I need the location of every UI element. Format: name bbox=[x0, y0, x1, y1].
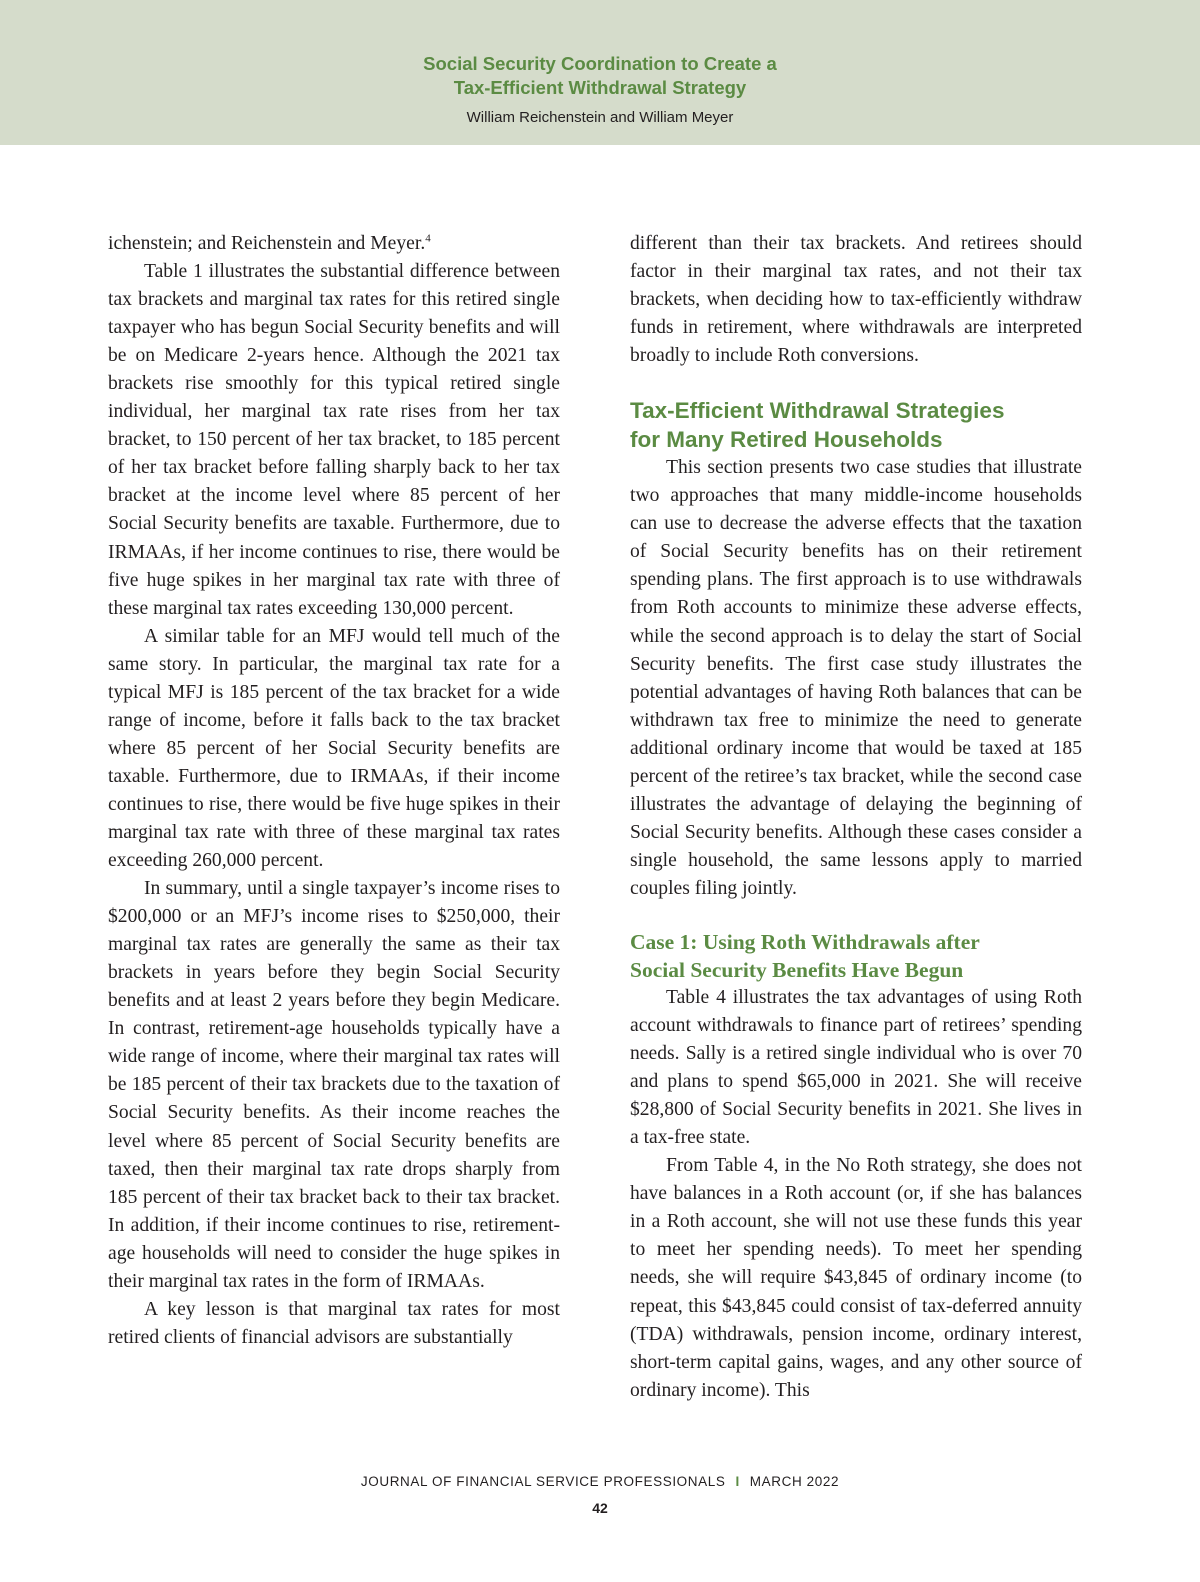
paragraph: In summary, until a single taxpayer’s income rises to $200,000 or an MFJ’s income rises to $250,000, their marginal tax rates are generally the same as their tax brackets in years before they begin Social Security benefits and at least 2 years before they begin Medicare. In contrast, retirement-age households typically have a wide range of income, where their marginal tax rates will be 185 percent of their tax brackets due to the taxation of Social Security benefits. As their income reaches the level where 85 percent of Social Security benefits are taxed, then their marginal tax rate drops sharply from 185 percent of their tax bracket back to their tax bracket. In addition, if their income continues to rise, retirement-age households will need to consider the huge spikes in their marginal tax rates in the form of IRMAAs. bbox=[108, 878, 560, 1292]
case-heading bbox=[630, 928, 1082, 984]
footnote-marker[interactable]: 4 bbox=[425, 232, 431, 245]
right-column bbox=[630, 230, 1082, 1405]
paragraph: Table 1 illustrates the substantial difference between tax brackets and marginal tax rates for this retired single taxpayer who has begun Social Security benefits and will be on Medicare 2-years hence. Although the 2021 tax brackets rise smoothly for this typical retired single individual, her marginal tax rate rises from her tax bracket, to 150 percent of her tax bracket, to 185 percent of her tax bracket before falling sharply back to her tax bracket at the income level where 85 percent of her Social Security benefits are taxable. Furthermore, due to IRMAAs, if her income continues to rise, there would be five huge spikes in her marginal tax rate with three of these marginal tax rates exceeding 130,000 percent. bbox=[108, 261, 560, 619]
paragraph bbox=[108, 230, 560, 258]
article-title-line-2: Tax-Efficient Withdrawal Strategy bbox=[453, 77, 747, 98]
case-heading-line-1: Case 1: Using Roth Withdrawals after bbox=[630, 929, 980, 954]
left-column bbox=[108, 230, 560, 1352]
page-number: 42 bbox=[592, 1500, 608, 1516]
section-heading-line-2: for Many Retired Households bbox=[630, 427, 943, 453]
journal-name: JOURNAL OF FINANCIAL SERVICE PROFESSIONALS bbox=[360, 1474, 726, 1489]
paragraph: A key lesson is that marginal tax rates for most retired clients of financial advisors are substantially bbox=[108, 1298, 560, 1348]
paragraph: different than their tax brackets. And retirees should factor in their marginal tax rates, and not their tax brackets, when deciding how to tax-efficiently withdraw funds in retirement, where withdrawals are interpreted broadly to include Roth conversions. bbox=[630, 233, 1082, 367]
paragraph: A similar table for an MFJ would tell much of the same story. In particular, the marginal tax rate for a typical MFJ is 185 percent of the tax bracket for a wide range of income, before it falls back to the tax bracket where 85 percent of her Social Security benefits are taxable. Furthermore, due to IRMAAs, if their income continues to rise, there would be five huge spikes in their marginal tax rate with three of these marginal tax rates exceeding 260,000 percent. bbox=[108, 625, 560, 872]
paragraph: From Table 4, in the No Roth strategy, she does not have balances in a Roth account (or, if she has balances in a Roth account, she will not use these funds this year to meet her spending needs). To meet her spending needs, she will require $43,845 of ordinary income (to repeat, this $43,845 could consist of tax-deferred annuity (TDA) withdrawals, pension income, ordinary interest, short-term capital gains, wages, and any other source of ordinary income). This bbox=[630, 1155, 1082, 1401]
paragraph: Table 4 illustrates the tax advantages of using Roth account withdrawals to finance part of retirees’ spending needs. Sally is a retired single individual who is over 70 and plans to spend $65,000 in 2021. She will receive $28,800 of Social Security benefits in 2021. She lives in a tax-free state. bbox=[630, 986, 1082, 1149]
article-title-line-1: Social Security Coordination to Create a bbox=[423, 53, 777, 74]
paragraph: This section presents two case studies that illustrate two approaches that many middle-income households can use to decrease the adverse effects that the taxation of Social Security benefits has on their retirement spending plans. The first approach is to use withdrawals from Roth accounts to minimize these adverse effects, while the second approach is to delay the start of Social Security benefits. The first case study illustrates the potential advantages of having Roth balances that can be withdrawn tax free to minimize the need to generate additional ordinary income that would be taxed at 185 percent of the retiree’s tax bracket, while the second case illustrates the advantage of delaying the beginning of Social Security benefits. Although these cases consider a single household, the same lessons apply to married couples filing jointly. bbox=[630, 457, 1082, 899]
issue-date: MARCH 2022 bbox=[749, 1474, 840, 1489]
section-heading-line-1: Tax-Efficient Withdrawal Strategies bbox=[630, 398, 1005, 424]
paragraph-text: ichenstein; and Reichenstein and Meyer. bbox=[108, 233, 426, 254]
article-title bbox=[0, 52, 1200, 100]
running-footer bbox=[0, 1474, 1200, 1489]
footer-separator: I bbox=[735, 1474, 740, 1489]
article-authors: William Reichenstein and William Meyer bbox=[466, 109, 734, 126]
case-heading-line-2: Social Security Benefits Have Begun bbox=[630, 957, 964, 982]
running-header bbox=[0, 0, 1200, 145]
section-heading bbox=[630, 396, 1082, 454]
